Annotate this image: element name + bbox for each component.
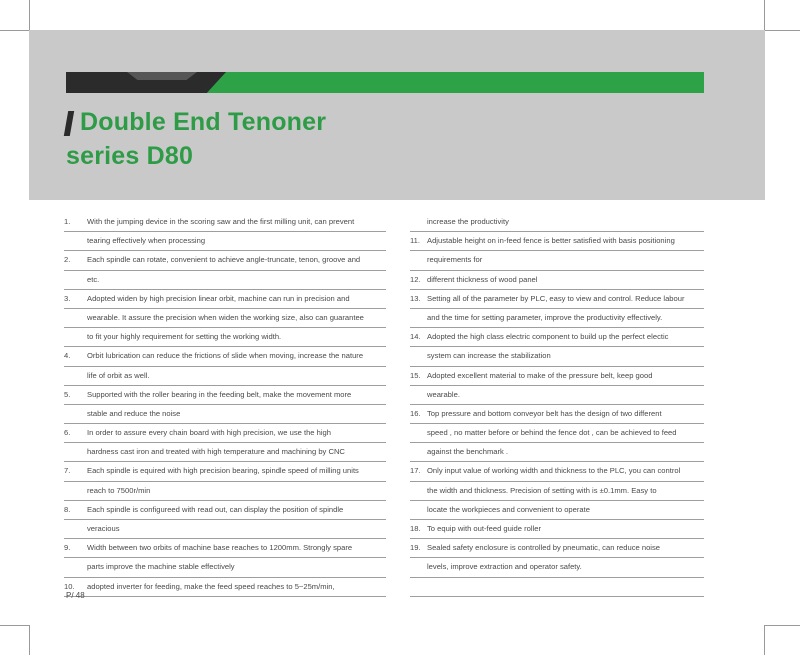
feature-text: etc.: [87, 274, 100, 284]
feature-line: [410, 213, 704, 232]
page-title: Double End Tenoner: [80, 108, 327, 136]
feature-line: [410, 462, 704, 481]
feature-text: Adopted widen by high precision linear orbit, machine can run in precision and: [87, 293, 350, 303]
feature-line: [64, 405, 386, 424]
feature-text: tearing effectively when processing: [87, 236, 206, 246]
feature-text: With the jumping device in the scoring saw and the first milling unit, can prevent: [87, 217, 355, 226]
feature-text: hardness cast iron and treated with high temperature and machining by CNC: [87, 447, 345, 457]
feature-line: [64, 309, 386, 328]
feature-line: [64, 386, 386, 405]
feature-line: [64, 443, 386, 462]
feature-line: [410, 539, 704, 558]
feature-text: Width between two orbits of machine base reaches to 1200mm. Strongly spare: [87, 543, 353, 553]
feature-line: [64, 424, 386, 443]
feature-line: [410, 578, 704, 597]
feature-line: [64, 367, 386, 386]
feature-text: adopted inverter for feeding, make the feed speed reaches to 5~25m/min,: [87, 581, 335, 591]
feature-text: Supported with the roller bearing in the feeding belt, make the movement more: [87, 389, 352, 399]
left-feature-list: [64, 213, 386, 597]
feature-line: [64, 232, 386, 251]
feature-text: In order to assure every chain board with high precision, we use the high: [87, 428, 331, 438]
feature-line: [64, 520, 386, 539]
feature-number: 18.: [410, 524, 421, 533]
header-dark-accent: [127, 72, 197, 80]
feature-text: to fit your highly requirement for setting the working width.: [87, 332, 282, 342]
feature-text: Only input value of working width and thickness to the PLC, you can control: [427, 466, 681, 476]
crop-mark: [765, 30, 800, 31]
feature-text: Top pressure and bottom conveyor belt has the design of two different: [427, 408, 662, 418]
feature-number: 11.: [410, 236, 420, 246]
feature-line: [64, 347, 386, 366]
page-subtitle: series D80: [66, 142, 194, 170]
feature-line: [64, 558, 386, 577]
feature-line: [410, 251, 704, 270]
feature-text: wearable.: [427, 389, 460, 399]
feature-number: 15.: [410, 370, 421, 380]
feature-text: Each spindle can rotate, convenient to achieve angle-truncate, tenon, groove and: [87, 255, 361, 265]
feature-text: Orbit lubrication can reduce the frictions of slide when moving, increase the nature: [87, 351, 364, 361]
feature-line: [64, 501, 386, 520]
crop-mark: [764, 625, 765, 655]
feature-line: [410, 386, 704, 405]
feature-line: [64, 251, 386, 270]
feature-text: life of orbit as well.: [87, 370, 150, 380]
feature-number: 19.: [410, 543, 421, 553]
feature-line: [410, 520, 704, 539]
feature-number: 10.: [64, 581, 75, 591]
feature-number: 13.: [410, 293, 421, 303]
feature-line: [64, 462, 386, 481]
feature-text: reach to 7500r/min: [87, 485, 151, 495]
feature-text: requirements for: [427, 255, 483, 265]
page-number: P/ 48: [66, 591, 85, 600]
feature-line: [410, 271, 704, 290]
feature-text: levels, improve extraction and operator safety.: [427, 562, 582, 572]
feature-text: veracious: [87, 524, 120, 533]
crop-mark: [765, 625, 800, 626]
feature-number: 5.: [64, 389, 71, 399]
feature-text: Sealed safety enclosure is controlled by pneumatic, can reduce noise: [427, 543, 661, 553]
feature-line: [410, 367, 704, 386]
feature-text: Each spindle is equired with high precision bearing, spindle speed of milling units: [87, 466, 359, 476]
feature-number: 17.: [410, 466, 421, 476]
feature-line: [410, 232, 704, 251]
feature-text: Adopted the high class electric component to build up the perfect electic: [427, 332, 669, 342]
feature-text: speed , no matter before or behind the fence dot , can be achieved to feed: [427, 428, 677, 438]
feature-number: 7.: [64, 466, 71, 476]
feature-line: [410, 405, 704, 424]
feature-line: [410, 424, 704, 443]
feature-text: Each spindle is configureed with read out, can display the position of spindle: [87, 504, 344, 514]
feature-number: 2.: [64, 255, 71, 265]
feature-line: [410, 443, 704, 462]
feature-line: [64, 213, 386, 232]
crop-mark: [0, 625, 29, 626]
feature-text: different thickness of wood panel: [427, 274, 538, 284]
crop-mark: [0, 30, 29, 31]
feature-text: and the time for setting parameter, improve the productivity effectively.: [427, 312, 663, 322]
feature-line: [64, 482, 386, 501]
feature-text: the width and thickness. Precision of setting with is ±0.1mm. Easy to: [427, 485, 657, 495]
feature-line: [410, 347, 704, 366]
feature-line: [64, 328, 386, 347]
feature-number: 12.: [410, 274, 421, 284]
feature-line: [64, 290, 386, 309]
feature-text: against the benchmark .: [427, 447, 509, 457]
feature-text: stable and reduce the noise: [87, 408, 181, 418]
feature-text: To equip with out-feed guide roller: [427, 524, 541, 533]
feature-number: 3.: [64, 293, 71, 303]
feature-number: 4.: [64, 351, 71, 361]
feature-text: Setting all of the parameter by PLC, easy to view and control. Reduce labour: [427, 293, 685, 303]
feature-number: 8.: [64, 504, 71, 514]
crop-mark: [29, 625, 30, 655]
feature-line: [410, 558, 704, 577]
feature-text: Adopted excellent material to make of the pressure belt, keep good: [427, 370, 653, 380]
feature-text: increase the productivity: [427, 217, 509, 226]
feature-line: [410, 482, 704, 501]
feature-line: [64, 539, 386, 558]
feature-number: 14.: [410, 332, 421, 342]
feature-text: wearable. It assure the precision when widen the working size, also can guarantee: [87, 312, 364, 322]
feature-line: [64, 578, 386, 597]
feature-line: [64, 271, 386, 290]
feature-text: system can increase the stabilization: [427, 351, 551, 361]
feature-line: [410, 309, 704, 328]
feature-text: Adjustable height on in-feed fence is better satisfied with basis positioning: [427, 236, 675, 246]
feature-text: locate the workpieces and convenient to operate: [427, 504, 590, 514]
feature-line: [410, 328, 704, 347]
feature-text: parts improve the machine stable effectively: [87, 562, 235, 572]
feature-line: [410, 501, 704, 520]
right-feature-list: [410, 213, 704, 597]
feature-number: 6.: [64, 428, 71, 438]
feature-line: [410, 290, 704, 309]
feature-number: 9.: [64, 543, 71, 553]
feature-number: 1.: [64, 217, 71, 226]
crop-mark: [764, 0, 765, 30]
feature-number: 16.: [410, 408, 421, 418]
crop-mark: [29, 0, 30, 30]
